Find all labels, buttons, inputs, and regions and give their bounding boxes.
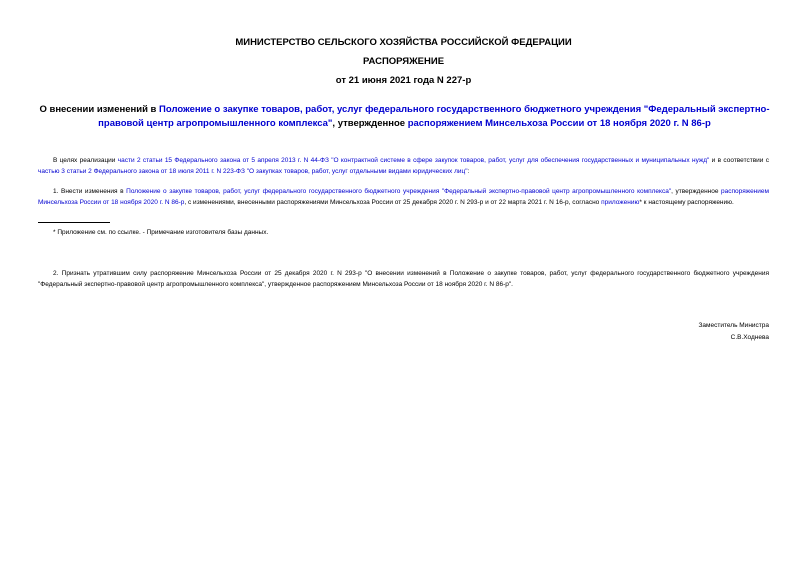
link-order-86r-item1[interactable]: распоряжением Минсельхоза России от 18 ноября 2020 г. N 86-р: [38, 188, 769, 206]
item1-text-2: , утвержденное: [671, 188, 722, 195]
document-date: от 21 июня 2021 года N 227-р: [335, 75, 472, 86]
link-law-44fz[interactable]: части 2 статьи 15 Федерального закона от 5 апреля 2013 г. N 44-ФЗ "О контрактной системе в сфере закупок товаров, работ, услуг для обеспечения государственных и муниципальных нужд": [117, 157, 710, 164]
link-procurement-regulation[interactable]: Положение о закупке товаров, работ, услуг федерального государственного бюджетного учреждения "Федеральный экспертно-правовой центр агропромышленного комплекса": [98, 104, 770, 129]
link-appendix[interactable]: приложению: [601, 199, 640, 206]
document-subject: [38, 103, 771, 131]
subject-middle: , утвержденное: [332, 118, 408, 129]
paragraph-item-2: 2. Признать утратившим силу распоряжение Минсельхоза России от 25 декабря 2020 г. N 293-р "О внесении изменений в Положение о закупке товаров, работ, услуг федерального государственного бюджетного учреждения "Федеральный экспертно-правовой центр агропромышленного комплекса", утвержденное распоряжением Минсельхоза России от 18 ноября 2020 г. N 86-р".: [38, 270, 769, 288]
link-order-86r[interactable]: распоряжением Минсельхоза России от 18 ноября 2020 г. N 86-р: [407, 118, 711, 129]
link-law-223fz[interactable]: частью 3 статьи 2 Федерального закона от 18 июля 2011 г. N 223-ФЗ "О закупках товаров, работ, услуг отдельными видами юридических лиц": [38, 168, 468, 175]
signer-position: Заместитель Министра: [698, 322, 769, 329]
document-type: РАСПОРЯЖЕНИЕ: [362, 56, 445, 67]
item1-text-4: * к настоящему распоряжению.: [639, 199, 734, 206]
preamble-text-1: В целях реализации: [53, 157, 118, 164]
preamble-text-3: :: [467, 168, 470, 175]
subject-prefix: О внесении изменений в: [39, 104, 160, 115]
signer-name: С.В.Ходнева: [730, 334, 769, 341]
ministry-heading: МИНИСТЕРСТВО СЕЛЬСКОГО ХОЗЯЙСТВА РОССИЙСКОЙ ФЕДЕРАЦИИ: [235, 37, 572, 48]
paragraph-item-1: [38, 186, 769, 208]
signature-block: [699, 320, 770, 344]
footnote: * Приложение см. по ссылке. - Примечание изготовителя базы данных.: [53, 229, 269, 236]
preamble-text-2: и в соответствии с: [709, 157, 769, 164]
footnote-divider: [38, 222, 110, 223]
link-regulation[interactable]: Положение о закупке товаров, работ, услуг федерального государственного бюджетного учреждения "Федеральный экспертно-правовой центр агропромышленного комплекса": [126, 188, 672, 195]
item1-text-3: , с изменениями, внесенными распоряжениями Минсельхоза России от 25 декабря 2020 г. N 293-р и от 22 марта 2021 г. N 16-р, согласно: [184, 199, 602, 206]
paragraph-preamble: [38, 155, 769, 177]
item1-text-1: 1. Внести изменения в: [53, 188, 127, 195]
